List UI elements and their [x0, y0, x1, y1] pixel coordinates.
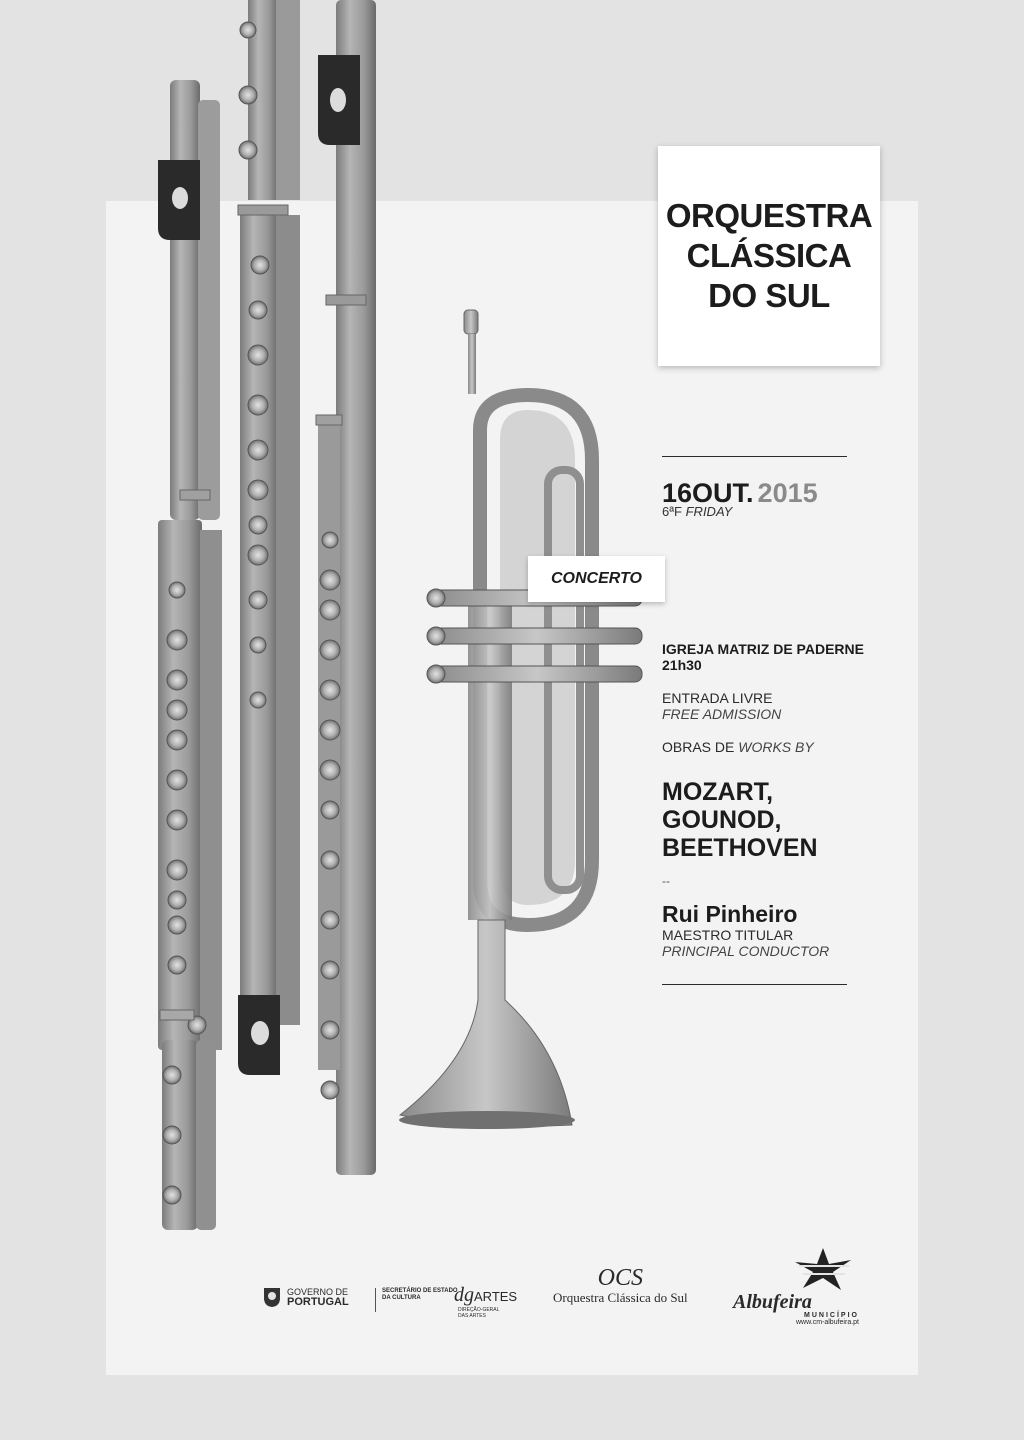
- weekday-pt: 6ªF: [662, 504, 682, 519]
- alb-name: Albufeira: [733, 1291, 812, 1313]
- flute-left: [158, 80, 222, 1230]
- gov-line-2: PORTUGAL: [287, 1296, 349, 1308]
- alb-url: www.cm-albufeira.pt: [795, 1319, 859, 1326]
- title-line-3: DO SUL: [708, 277, 830, 314]
- trumpet: [399, 310, 642, 1129]
- sec-line-1: SECRETÁRIO DE ESTADO: [382, 1288, 458, 1294]
- event-time: 21h30: [662, 657, 702, 673]
- secretario-estado-logo: [375, 1288, 458, 1312]
- conductor-role-pt: MAESTRO TITULAR: [662, 927, 794, 943]
- venue-name: IGREJA MATRIZ DE PADERNE: [662, 641, 864, 657]
- works-en: WORKS BY: [738, 739, 814, 755]
- flute-right: [316, 0, 376, 1175]
- venue-block: [662, 641, 864, 673]
- composer-2: GOUNOD,: [662, 806, 782, 834]
- gov-line-1: GOVERNO DE: [287, 1287, 349, 1297]
- conductor-name: Rui Pinheiro: [662, 901, 798, 927]
- orquestra-classica-logo: [553, 1266, 688, 1306]
- dg-mark: dg: [454, 1284, 474, 1306]
- dg-sub-2: DAS ARTES: [458, 1313, 486, 1319]
- conductor-role: [662, 927, 829, 959]
- admission-pt: ENTRADA LIVRE: [662, 690, 773, 706]
- admission-en: FREE ADMISSION: [662, 706, 782, 722]
- composer-1: MOZART,: [662, 778, 774, 806]
- ocs-name: Orquestra Clássica do Sul: [553, 1290, 688, 1305]
- dgartes-logo: [454, 1284, 517, 1319]
- works-pt: OBRAS DE: [662, 739, 735, 755]
- ocs-mark: OCS: [597, 1265, 643, 1291]
- event-weekday: [662, 504, 732, 519]
- portugal-crest-icon: [262, 1286, 282, 1308]
- event-type-badge: [528, 556, 665, 602]
- title-line-1: ORQUESTRA: [665, 197, 873, 234]
- title-line-2: CLÁSSICA: [686, 237, 852, 274]
- bottom-divider: [662, 984, 847, 985]
- separator: --: [662, 874, 670, 888]
- date-day-month: 16OUT.: [662, 478, 754, 508]
- albufeira-logo: [733, 1246, 859, 1326]
- alb-sub: MUNICÍPIO: [804, 1312, 859, 1319]
- sec-line-2: DA CULTURA: [382, 1295, 421, 1301]
- works-label: [662, 739, 814, 755]
- weekday-en: FRIDAY: [685, 504, 733, 519]
- date-year: 2015: [757, 478, 818, 508]
- composers-list: [662, 778, 818, 862]
- event-type-label: CONCERTO: [551, 570, 642, 587]
- flute-middle: [238, 0, 300, 1075]
- albufeira-star-icon: [789, 1246, 859, 1292]
- conductor-role-en: PRINCIPAL CONDUCTOR: [662, 943, 830, 959]
- dg-sub-1: DIREÇÃO-GERAL: [458, 1307, 500, 1313]
- dg-name: ARTES: [474, 1289, 518, 1304]
- governo-portugal-logo: [262, 1286, 349, 1308]
- top-divider: [662, 456, 847, 457]
- composer-3: BEETHOVEN: [662, 834, 818, 862]
- title-box: [658, 146, 880, 366]
- admission-block: [662, 690, 781, 722]
